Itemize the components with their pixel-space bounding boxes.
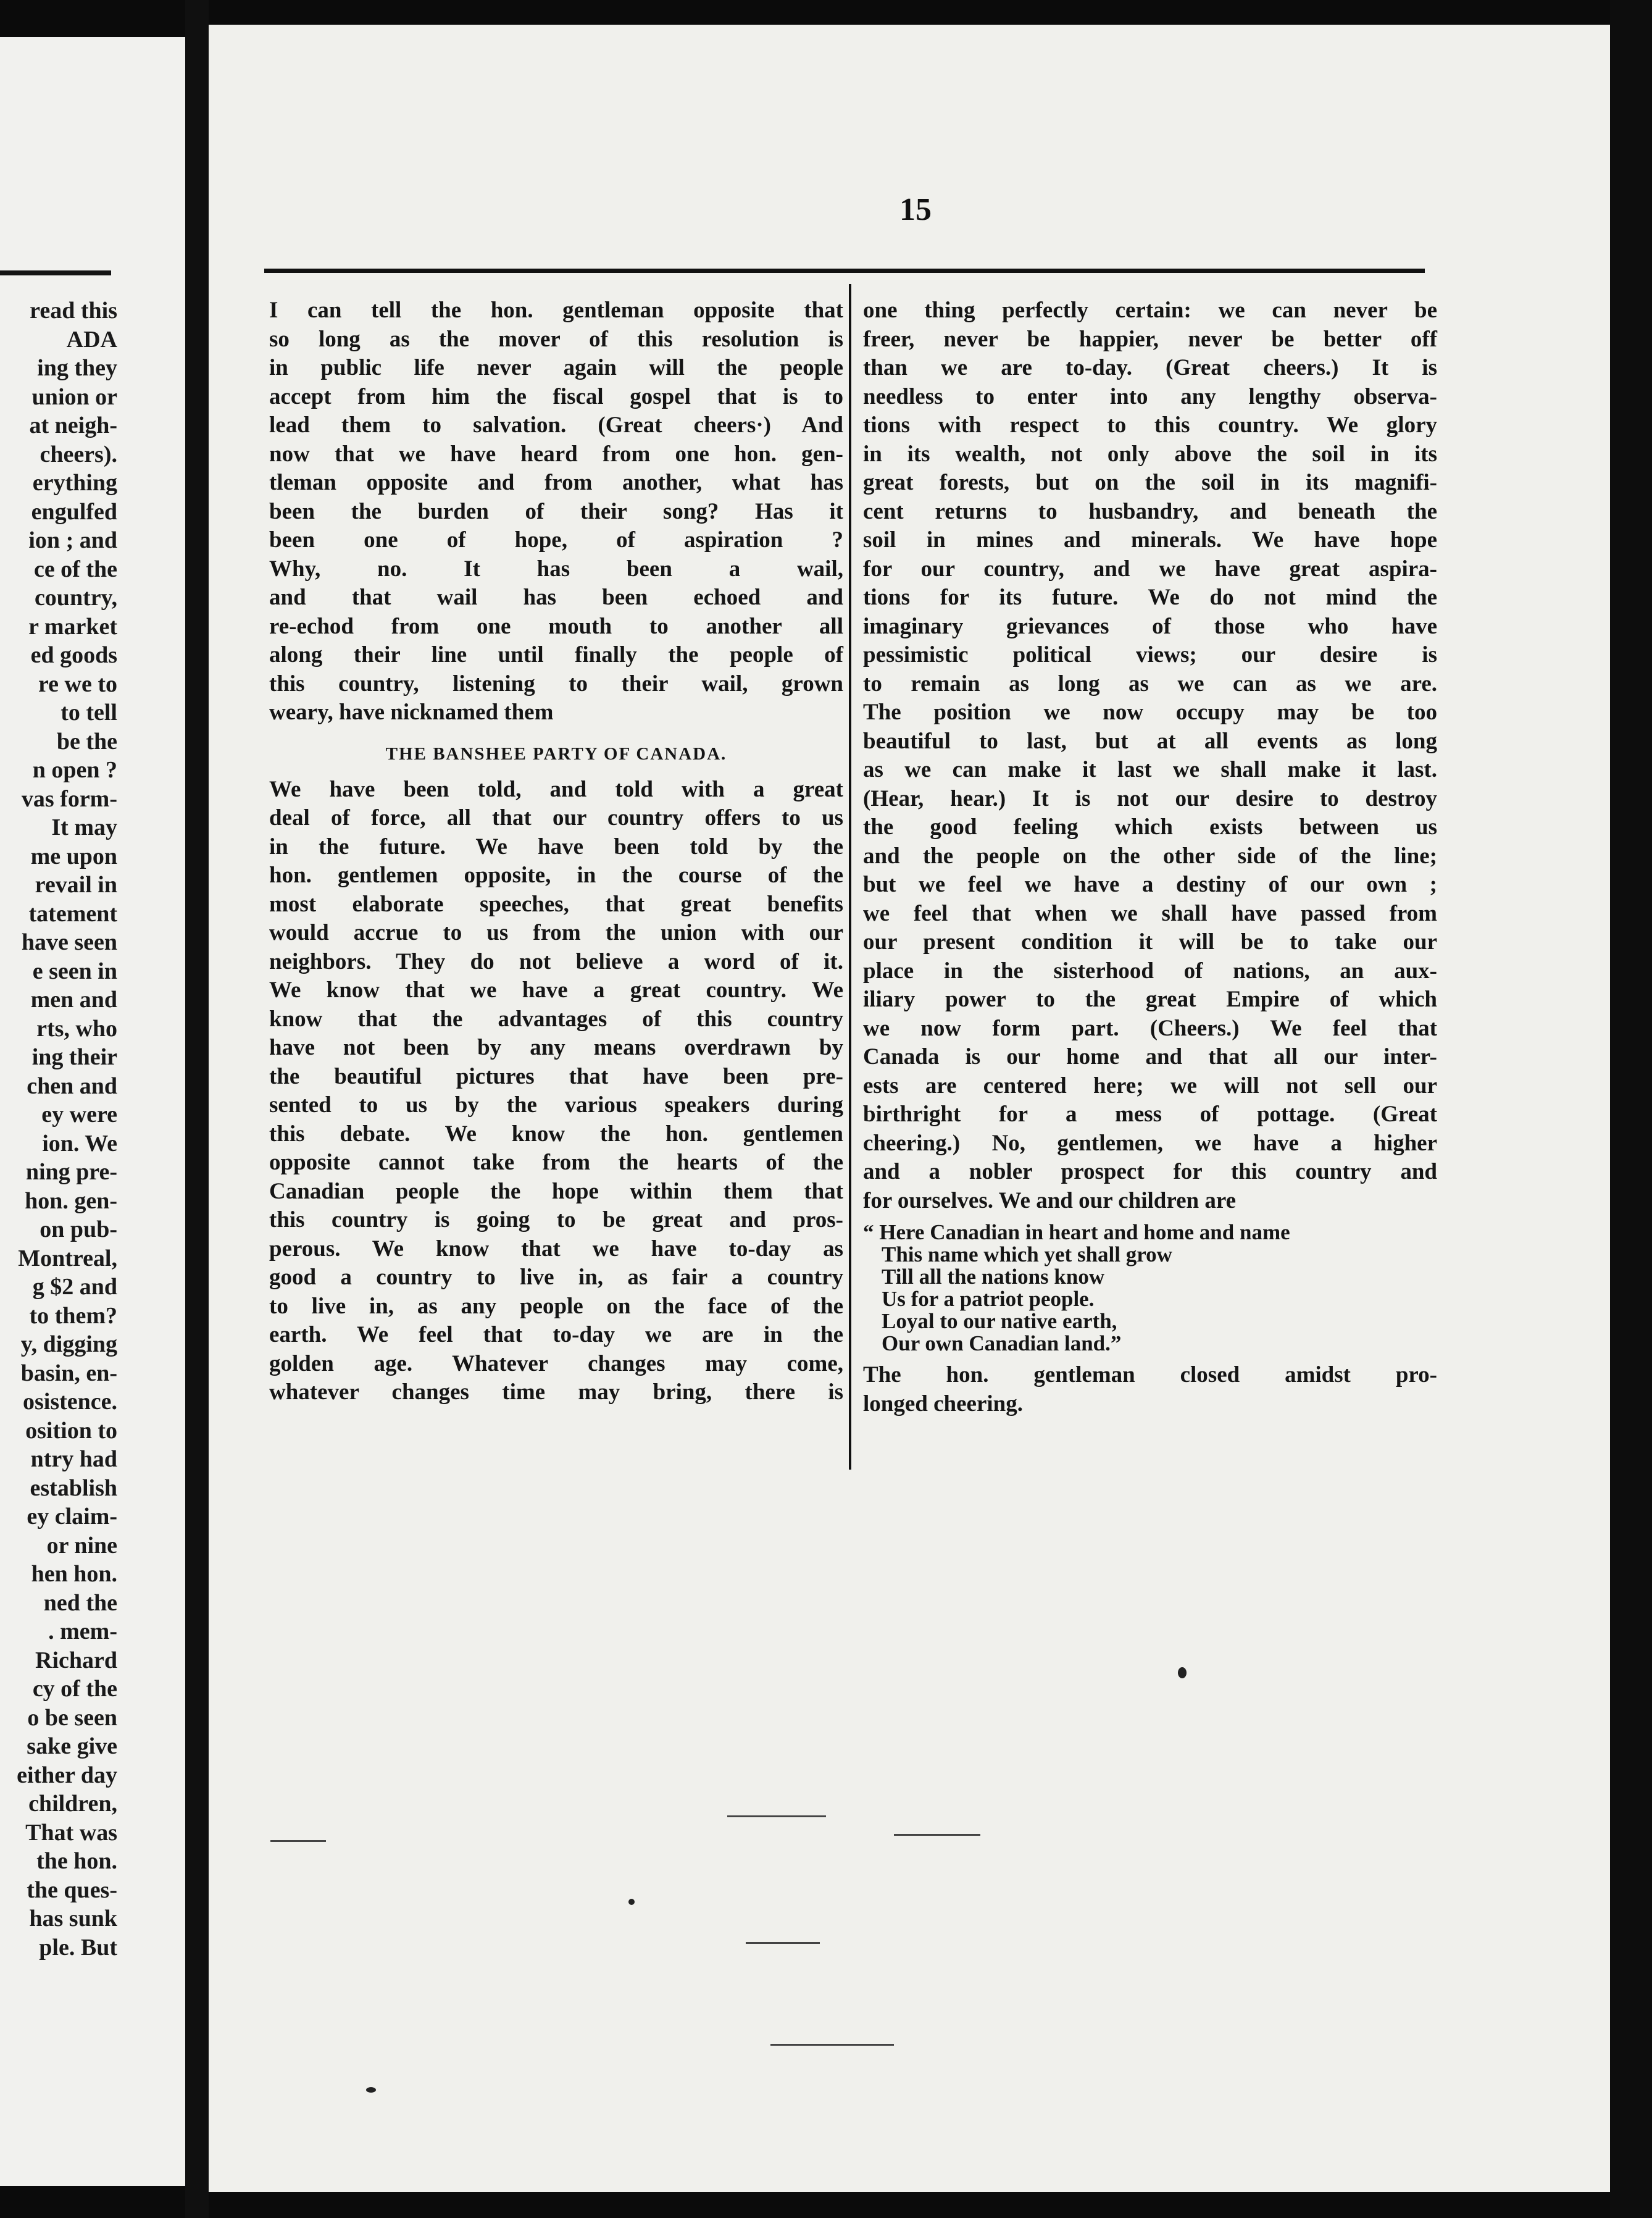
poem-line: This name which yet shall grow — [882, 1242, 1172, 1266]
facing-page-line: or nine — [46, 1532, 117, 1559]
text-line: in public life never again will the people — [269, 355, 843, 380]
facing-page-line: to tell — [60, 700, 117, 726]
text-line: most elaborate speeches, that great benefits — [269, 891, 843, 917]
text-line: golden age. Whatever changes may come, — [269, 1350, 843, 1376]
text-line: beautiful to last, but at all events as long — [863, 728, 1437, 754]
text-line: deal of force, all that our country offers to us — [269, 805, 843, 831]
page — [209, 25, 1610, 2192]
text-line: neighbors. They do not believe a word of it. — [269, 948, 843, 974]
facing-page-line: the ques- — [27, 1877, 117, 1903]
text-line: to live in, as any people on the face of the — [269, 1293, 843, 1319]
facing-page-line: has sunk — [29, 1906, 117, 1931]
text-line: but we feel we have a destiny of our own ; — [863, 872, 1437, 897]
facing-page-line: e seen in — [32, 958, 117, 984]
facing-page-line: sake give — [27, 1733, 117, 1759]
section-heading: THE BANSHEE PARTY OF CANADA. — [385, 743, 727, 764]
poem-line: Loyal to our native earth, — [882, 1309, 1117, 1333]
right-column — [863, 296, 1437, 1418]
text-line: tions with respect to this country. We glory — [863, 412, 1437, 438]
text-line: needless to enter into any lengthy observa- — [863, 383, 1437, 409]
text-line: birthright for a mess of pottage. (Great — [863, 1102, 1437, 1127]
facing-page-text — [0, 296, 117, 1962]
facing-page-line: y, digging — [20, 1331, 117, 1357]
facing-page-line: n open ? — [32, 757, 117, 783]
text-line: freer, never be happier, never be better off — [863, 326, 1437, 352]
facing-page-line: vas form- — [21, 785, 117, 812]
facing-page-line: revail in — [35, 872, 117, 898]
text-line: in its wealth, not only above the soil in its — [863, 441, 1437, 467]
text-line: We know that we have a great country. We — [269, 977, 843, 1003]
facing-page-line: ing they — [37, 355, 117, 381]
facing-page-line: chen and — [27, 1073, 117, 1099]
text-line: along their line until finally the people of — [269, 642, 843, 667]
text-line: great forests, but on the soil in its magnifi- — [863, 470, 1437, 495]
text-line: ests are centered here; we will not sell our — [863, 1073, 1437, 1099]
text-line: accept from him the fiscal gospel that is to — [269, 383, 843, 409]
text-line: The hon. gentleman closed amidst pro- — [863, 1362, 1437, 1387]
page-number: 15 — [899, 192, 932, 227]
facing-page-line: cheers). — [40, 441, 117, 467]
text-line: pessimistic political views; our desire is — [863, 642, 1437, 667]
text-line: place in the sisterhood of nations, an aux- — [863, 958, 1437, 984]
facing-page-line: union or — [31, 383, 117, 410]
text-line: been one of hope, of aspiration ? — [269, 527, 843, 553]
poem-line: Till all the nations know — [882, 1265, 1105, 1289]
left-column — [269, 296, 843, 1407]
text-line: cent returns to husbandry, and beneath the — [863, 498, 1437, 524]
facing-page-line: ADA — [66, 326, 117, 353]
facing-page-line: have seen — [21, 929, 117, 955]
text-line: whatever changes time may bring, there is — [269, 1379, 843, 1405]
text-line: so long as the mover of this resolution is — [269, 326, 843, 352]
book-gutter — [185, 0, 209, 2218]
ink-speck — [366, 2087, 376, 2093]
text-line: longed cheering. — [863, 1391, 1023, 1417]
text-line: one thing perfectly certain: we can never be — [863, 298, 1437, 323]
print-smudge — [894, 1834, 980, 1836]
text-line: earth. We feel that to-day we are in the — [269, 1322, 843, 1347]
text-line: (Hear, hear.) It is not our desire to destroy — [863, 785, 1437, 811]
text-line: have not been by any means overdrawn by — [269, 1035, 843, 1060]
print-smudge — [770, 2044, 894, 2046]
paragraph-intro — [269, 296, 843, 727]
facing-page-line: either day — [17, 1762, 117, 1788]
facing-page-line: ion. We — [42, 1130, 117, 1157]
poem-line: “ Here Canadian in heart and home and name — [863, 1220, 1290, 1244]
text-line: weary, have nicknamed them — [269, 700, 554, 725]
text-line: know that the advantages of this country — [269, 1006, 843, 1032]
text-line: than we are to-day. (Great cheers.) It is — [863, 355, 1437, 380]
facing-page-line: men and — [30, 987, 117, 1013]
text-line: to remain as long as we can as we are. — [863, 671, 1437, 697]
text-line: and that wail has been echoed and — [269, 585, 843, 610]
facing-page-line: ntry had — [30, 1446, 117, 1472]
text-line: the beautiful pictures that have been pre- — [269, 1063, 843, 1089]
text-line: the good feeling which exists between us — [863, 814, 1437, 840]
facing-page-line: children, — [28, 1791, 117, 1817]
paragraph-certain — [863, 296, 1437, 1215]
text-line: iliary power to the great Empire of which — [863, 987, 1437, 1012]
facing-page-line: rts, who — [36, 1015, 117, 1042]
facing-page-line: g $2 and — [32, 1274, 117, 1300]
facing-page-line: o be seen — [27, 1704, 117, 1731]
facing-page-line: r market — [28, 613, 117, 640]
facing-page-line: establish — [30, 1475, 117, 1501]
facing-page-line: ey were — [41, 1102, 117, 1128]
facing-page-line: ce of the — [33, 556, 117, 582]
text-line: tleman opposite and from another, what has — [269, 470, 843, 495]
scan-edge — [1610, 0, 1652, 2218]
facing-page-line: be the — [56, 728, 117, 755]
header-rule — [264, 269, 1425, 273]
text-line: good a country to live in, as fair a country — [269, 1265, 843, 1290]
facing-page-line: re we to — [38, 671, 117, 697]
facing-page-line: Montreal, — [18, 1245, 117, 1271]
text-line: for ourselves. We and our children are — [863, 1187, 1237, 1213]
facing-page-line: basin, en- — [20, 1360, 117, 1386]
facing-page-line: to them? — [29, 1302, 117, 1329]
text-line: re-echod from one mouth to another all — [269, 613, 843, 639]
text-line: Why, no. It has been a wail, — [269, 556, 843, 582]
facing-page-line: engulfed — [31, 498, 117, 525]
poem-line: Our own Canadian land.” — [882, 1331, 1122, 1355]
facing-page-line: ning pre- — [25, 1159, 117, 1185]
facing-page-line: Richard — [35, 1647, 117, 1673]
text-line: this country is going to be great and pros- — [269, 1207, 843, 1232]
facing-page-line: ned the — [43, 1589, 117, 1616]
text-line: and the people on the other side of the line; — [863, 843, 1437, 869]
facing-page-line: me upon — [30, 843, 117, 869]
facing-page-line: ple. But — [39, 1934, 117, 1961]
text-line: we now form part. (Cheers.) We feel that — [863, 1015, 1437, 1041]
facing-page-line: osistence. — [22, 1389, 117, 1415]
text-line: our present condition it will be to take our — [863, 929, 1437, 955]
facing-page-line: hon. gen- — [25, 1187, 117, 1214]
poem-line: Us for a patriot people. — [882, 1287, 1095, 1311]
text-line: tions for its future. We do not mind the — [863, 585, 1437, 610]
facing-page-line: country, — [34, 585, 117, 611]
text-line: The position we now occupy may be too — [863, 700, 1437, 725]
text-line: now that we have heard from one hon. gen- — [269, 441, 843, 467]
facing-page-line: on pub- — [40, 1216, 117, 1242]
print-smudge — [746, 1942, 820, 1944]
text-line: soil in mines and minerals. We have hope — [863, 527, 1437, 553]
facing-page-line: tatement — [28, 900, 117, 927]
text-line: We have been told, and told with a great — [269, 776, 843, 802]
text-line: cheering.) No, gentlemen, we have a higher — [863, 1130, 1437, 1156]
facing-page-line: osition to — [25, 1417, 117, 1444]
text-line: been the burden of their song? Has it — [269, 498, 843, 524]
text-line: lead them to salvation. (Great cheers·) And — [269, 412, 843, 438]
facing-page-line: at neigh- — [29, 412, 117, 438]
text-line: Canada is our home and that all our inter- — [863, 1044, 1437, 1069]
print-smudge — [727, 1815, 826, 1817]
text-line: imaginary grievances of those who have — [863, 613, 1437, 639]
facing-page-line: ey claim- — [27, 1504, 117, 1530]
text-line: sented to us by the various speakers during — [269, 1092, 843, 1118]
facing-page-line: . mem- — [48, 1618, 117, 1644]
facing-page-line: That was — [25, 1819, 117, 1846]
column-divider — [849, 284, 851, 1470]
facing-page-line: hen hon. — [31, 1561, 117, 1587]
text-line: would accrue to us from the union with our — [269, 920, 843, 945]
text-line: opposite cannot take from the hearts of the — [269, 1150, 843, 1175]
paragraph-banshee — [269, 776, 843, 1407]
text-line: in the future. We have been told by the — [269, 834, 843, 860]
print-smudge — [270, 1840, 326, 1842]
facing-page-line: It may — [51, 814, 117, 840]
text-line: perous. We know that we have to-day as — [269, 1236, 843, 1262]
facing-page-line: read this — [30, 298, 117, 324]
text-line: and a nobler prospect for this country and — [863, 1159, 1437, 1184]
facing-page-line: ed goods — [30, 642, 117, 668]
facing-page-line: ion ; and — [28, 527, 117, 553]
facing-page-rule — [0, 270, 111, 275]
text-line: Canadian people the hope within them that — [269, 1178, 843, 1204]
paragraph-closing — [863, 1361, 1437, 1418]
text-line: we feel that when we shall have passed from — [863, 900, 1437, 926]
text-line: as we can make it last we shall make it last. — [863, 757, 1437, 782]
text-line: this debate. We know the hon. gentlemen — [269, 1121, 843, 1147]
facing-page-line: the hon. — [36, 1848, 117, 1874]
text-line: I can tell the hon. gentleman opposite that — [269, 298, 843, 323]
poem-quote — [863, 1221, 1437, 1355]
facing-page-line: ing their — [31, 1044, 117, 1070]
facing-page-line: cy of the — [32, 1676, 117, 1702]
text-line: hon. gentlemen opposite, in the course of the — [269, 863, 843, 888]
facing-page-line: erything — [32, 470, 117, 496]
text-line: for our country, and we have great aspira- — [863, 556, 1437, 582]
ink-speck — [628, 1899, 635, 1905]
facing-page-fragment — [0, 37, 185, 2186]
text-line: this country, listening to their wail, grown — [269, 671, 843, 697]
ink-speck — [1178, 1667, 1187, 1678]
